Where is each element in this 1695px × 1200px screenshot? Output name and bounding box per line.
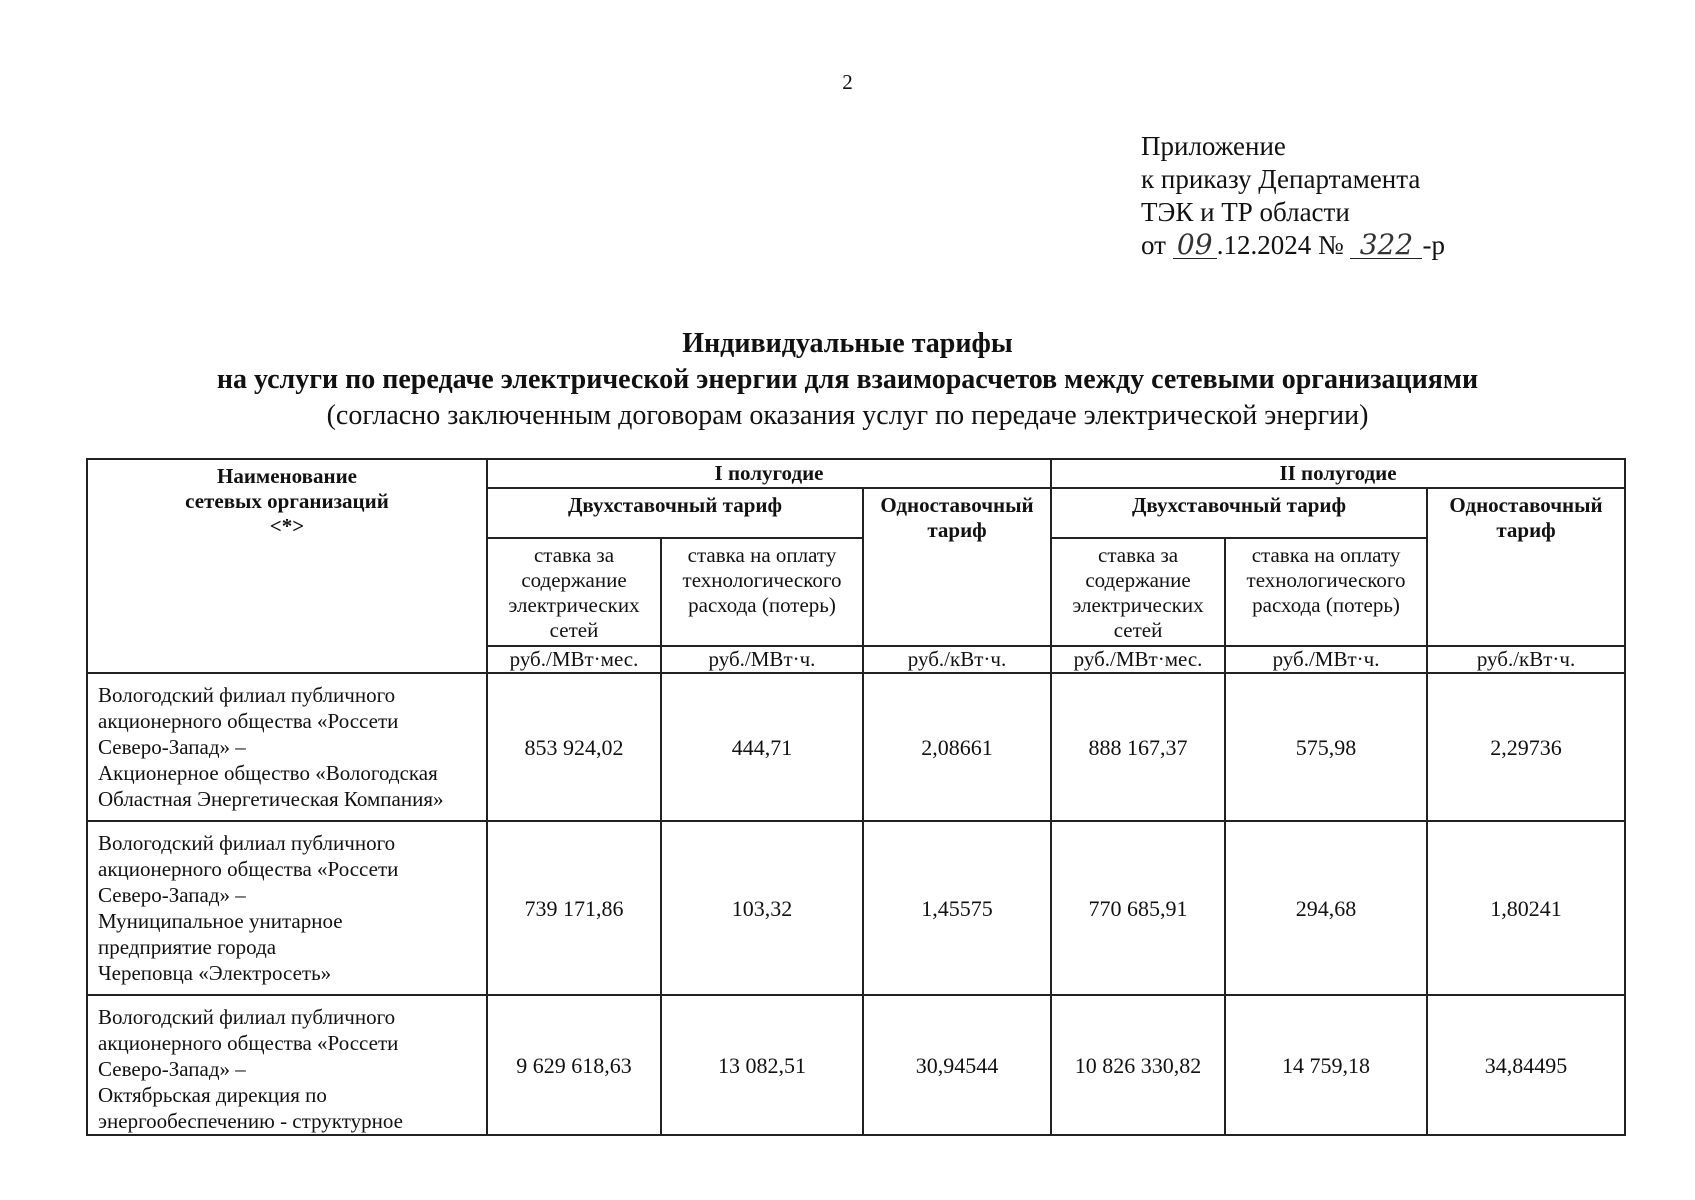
org-name: Вологодский филиал публичного акционерного общества «Россети Северо-Запад» – Октябрьская дирекция по энергообеспечению - структурное <box>87 995 487 1135</box>
date-prefix: от <box>1141 230 1166 260</box>
cell-value: 853 924,02 <box>487 673 661 821</box>
header-rate-loss-2: ставка на оплату технологического расхода (потерь) <box>1225 538 1427 646</box>
unit-single-2: руб./кВт·ч. <box>1427 646 1625 673</box>
header-one-part-1: Одноставочный тариф <box>863 488 1051 646</box>
page-number: 2 <box>842 70 853 94</box>
header-row-halves <box>87 459 1625 488</box>
title-line-3: (согласно заключенным договорам оказания услуг по передаче электрической энергии) <box>326 400 1369 431</box>
number-suffix: -р <box>1422 230 1445 260</box>
cell-value: 739 171,86 <box>487 821 661 995</box>
table-row <box>87 995 1625 1135</box>
header-two-part-1: Двухставочный тариф <box>487 488 863 538</box>
appendix-block <box>1141 130 1445 262</box>
cell-value: 14 759,18 <box>1225 995 1427 1135</box>
cell-value: 103,32 <box>661 821 863 995</box>
appendix-line-3: ТЭК и ТР области <box>1141 197 1350 227</box>
appendix-date-line <box>1141 229 1445 262</box>
table-row <box>87 821 1625 995</box>
title-line-1: Индивидуальные тарифы <box>682 328 1013 359</box>
header-rate-maint-2: ставка за содержание электрических сетей <box>1051 538 1225 646</box>
unit-loss-2: руб./МВт·ч. <box>1225 646 1427 673</box>
cell-value: 1,45575 <box>863 821 1051 995</box>
cell-value: 1,80241 <box>1427 821 1625 995</box>
unit-maint-1: руб./МВт·мес. <box>487 646 661 673</box>
cell-value: 294,68 <box>1225 821 1427 995</box>
header-half-1: I полугодие <box>487 459 1051 488</box>
unit-loss-1: руб./МВт·ч. <box>661 646 863 673</box>
header-one-part-2: Одноставочный тариф <box>1427 488 1625 646</box>
handwritten-day: 09 <box>1173 232 1217 259</box>
table-row <box>87 673 1625 821</box>
org-name: Вологодский филиал публичного акционерного общества «Россети Северо-Запад» – Муниципальное унитарное предприятие города Череповца «Электросеть» <box>87 821 487 995</box>
cell-value: 770 685,91 <box>1051 821 1225 995</box>
cell-value: 2,08661 <box>863 673 1051 821</box>
cell-value: 444,71 <box>661 673 863 821</box>
appendix-line-2: к приказу Департамента <box>1141 164 1421 194</box>
header-org-name: Наименование сетевых организаций <*> <box>87 459 487 673</box>
org-name: Вологодский филиал публичного акционерного общества «Россети Северо-Запад» – Акционерное общество «Вологодская Областная Энергетическая Компания» <box>87 673 487 821</box>
cell-value: 10 826 330,82 <box>1051 995 1225 1135</box>
date-rest: .12.2024 № <box>1216 230 1344 260</box>
header-rate-maint-1: ставка за содержание электрических сетей <box>487 538 661 646</box>
title-line-2: на услуги по передаче электрической энергии для взаиморасчетов между сетевыми организациями <box>216 364 1479 395</box>
unit-single-1: руб./кВт·ч. <box>863 646 1051 673</box>
cell-value: 2,29736 <box>1427 673 1625 821</box>
cell-value: 30,94544 <box>863 995 1051 1135</box>
handwritten-order-number: 322 <box>1350 232 1422 259</box>
cell-value: 13 082,51 <box>661 995 863 1135</box>
tariffs-table <box>86 458 1626 1136</box>
cell-value: 575,98 <box>1225 673 1427 821</box>
cell-value: 34,84495 <box>1427 995 1625 1135</box>
cell-value: 9 629 618,63 <box>487 995 661 1135</box>
header-half-2: II полугодие <box>1051 459 1625 488</box>
appendix-line-1: Приложение <box>1141 131 1286 161</box>
document-title <box>0 326 1695 434</box>
cell-value: 888 167,37 <box>1051 673 1225 821</box>
unit-maint-2: руб./МВт·мес. <box>1051 646 1225 673</box>
header-rate-loss-1: ставка на оплату технологического расхода (потерь) <box>661 538 863 646</box>
header-two-part-2: Двухставочный тариф <box>1051 488 1427 538</box>
